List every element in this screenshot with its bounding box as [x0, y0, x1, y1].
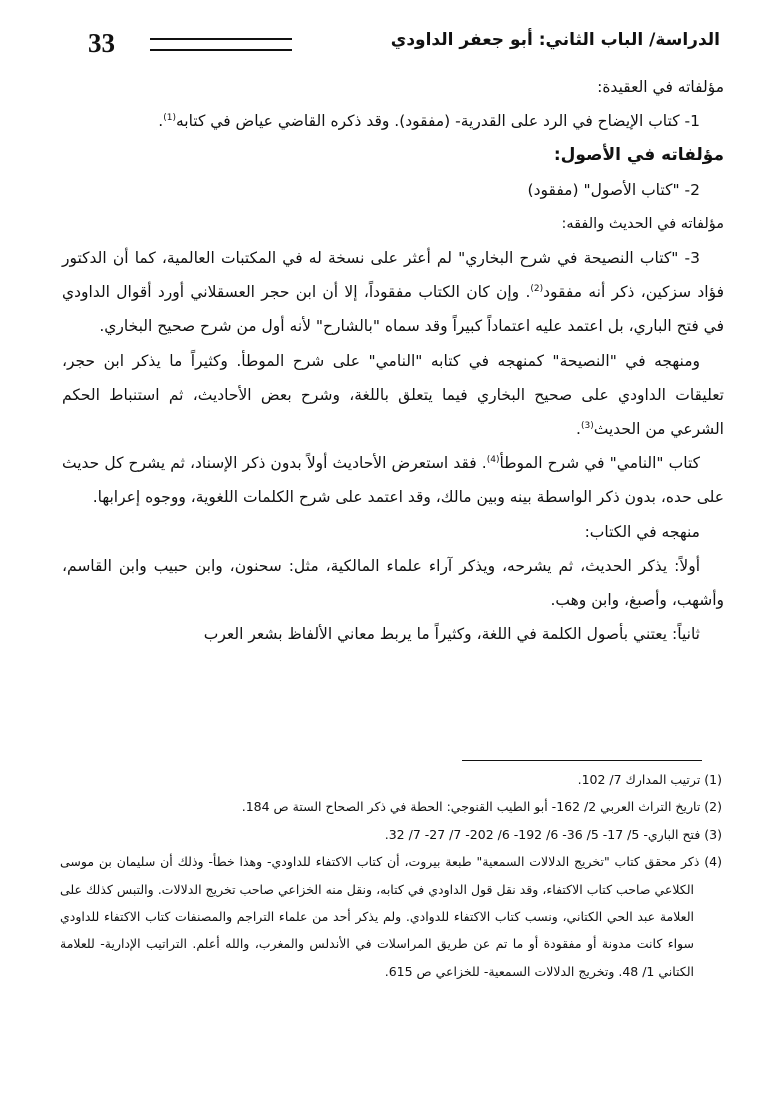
footnote-ref-4[interactable]: (4)	[486, 455, 500, 466]
nami-paragraph-text-a: كتاب "النامي" في شرح الموطأ	[499, 454, 701, 473]
first-point: أولاً: يذكر الحديث، ثم يشرحه، ويذكر آراء علماء المالكية، مثل: سحنون، وابن حبيب وابن القاسم، وأشهب، وأصبغ، وابن وهب.	[62, 556, 724, 610]
footnote-separator	[462, 760, 702, 761]
footnote-4: (4) ذكر محقق كتاب "تخريج الدلالات السمعية" طبعة بيروت، أن كتاب الاكتفاء للداودي- وهذا خطأ- وذلك أن سليمان بن موسى الكلاعي صاحب كتاب الاكتفاء، وقد نقل قول الداودي في كتابه، ونقل منه الخزاعي صاحب تخريج الدلالات. والتبس كذلك على العلامة عبد الحي الكتاني، ونسب كتاب الاكتفاء للدوادي. ولم يذكر أحد من علماء التراجم والمصنفات كتاب الاكتفاء للداودي سواء كانت مدونة أو مفقودة أو ما تم عن طريق المراسلات في الأندلس والمغرب، والله أعلم. التراتيب الإدارية- للعلامة الكتاني 1/ 48. وتخريج الدلالات السمعية- للخزاعي ص 615.	[60, 854, 722, 979]
usul-heading: مؤلفاته في الأصول:	[553, 145, 724, 166]
method-paragraph-text: ومنهجه في "النصيحة" كمنهجه في كتابه "النامي" على شرح الموطأ. وكثيراً ما يذكر ابن حجر، تعليقات الداودي على صحيح البخاري فيما يتعلق باللغة، وشرح بعض الأحاديث، ثم استنباط الحكم الشرعي من الحديث	[62, 351, 724, 439]
aqida-heading: مؤلفاته في العقيدة:	[597, 78, 724, 96]
footnotes	[60, 766, 722, 985]
item-1-text: 1- كتاب الإيضاح في الرد على القدرية- (مفقود). وقد ذكره القاضي عياض في كتابه	[175, 112, 700, 131]
footnote-3: (3) فتح الباري- 5/ 17- 5/ 36- 6/ 192- 6/ 202- 7/ 27- 7/ 32.	[384, 826, 722, 842]
page-number: 33	[88, 28, 115, 58]
header-double-rule	[150, 38, 292, 51]
footnote-1: (1) ترتيب المدارك 7/ 102.	[577, 772, 722, 787]
footnote-2: (2) تاريخ التراث العربي 2/ 162- أبو الطيب القنوجي: الحطة في ذكر الصحاح الستة ص 184.	[241, 799, 722, 815]
footnote-ref-1[interactable]: (1)	[163, 113, 176, 124]
item-3-text-b: . وإن كان الكتاب مفقوداً، إلا أن ابن حجر العسقلاني أورد أقوال الداودي في فتح الباري، بل اعتمد عليه اعتماداً كبيراً وقد سماه "بالشارح" لأنه أول من شرح صحيح البخاري.	[62, 283, 724, 336]
hadith-heading: مؤلفاته في الحديث والفقه:	[561, 215, 724, 232]
footnote-ref-2[interactable]: (2)	[530, 284, 544, 295]
main-text	[62, 70, 724, 651]
second-point: ثانياً: يعتني بأصول الكلمة في اللغة، وكثيراً ما يربط معاني الألفاظ بشعر العرب	[203, 625, 700, 644]
method-heading: منهجه في الكتاب:	[584, 522, 700, 541]
running-title: الدراسة/ الباب الثاني: أبو جعفر الداودي	[390, 30, 720, 50]
item-3	[62, 241, 724, 344]
method-paragraph-end: .	[576, 420, 581, 439]
page-header	[88, 28, 720, 62]
nami-paragraph-text-b: . فقد استعرض الأحاديث أولاً بدون ذكر الإسناد، ثم يشرح كل حديث على حده، بدون ذكر الواسطة بينه وبين مالك، وقد اعتمد على شرح الكلمات اللغوية، ووجوه إعرابها.	[62, 454, 724, 507]
item-3-text-a: 3- "كتاب النصيحة في شرح البخاري" لم أعثر على نسخة له في المكتبات العالمية، كما أن الدكتور فؤاد سزكين، ذكر أنه مفقود	[62, 249, 725, 302]
item-1	[62, 104, 724, 138]
method-paragraph	[62, 344, 724, 447]
nami-paragraph	[62, 446, 724, 514]
item-1-end: .	[158, 112, 164, 131]
item-2: 2- "كتاب الأصول" (مفقود)	[527, 180, 700, 199]
footnote-ref-3[interactable]: (3)	[580, 420, 594, 431]
